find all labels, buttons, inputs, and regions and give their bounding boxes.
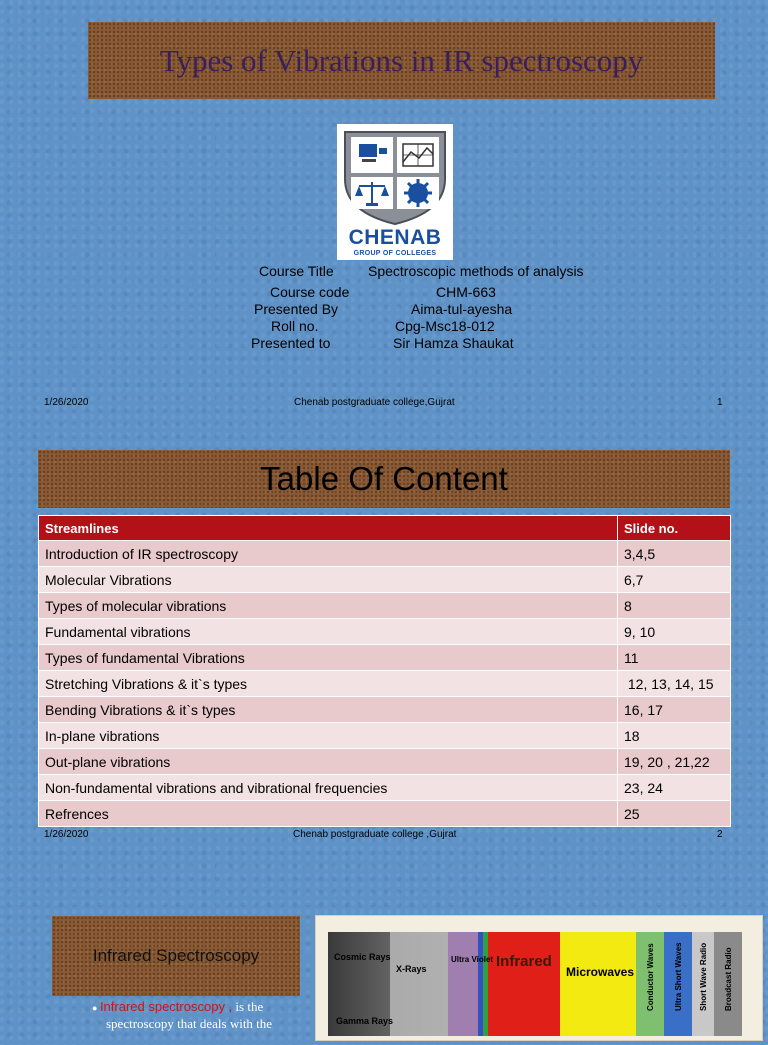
table-header-row <box>39 516 731 541</box>
table-cell: Molecular Vibrations <box>39 567 618 593</box>
logo-name: CHENAB <box>348 226 442 249</box>
table-row <box>39 593 731 619</box>
table-cell: 12, 13, 14, 15 <box>618 671 731 697</box>
bullet-text-line-2: spectroscopy that deals with the <box>106 1016 273 1031</box>
table-row <box>39 645 731 671</box>
table-row <box>39 697 731 723</box>
table-row <box>39 541 731 567</box>
presented-by-label: Presented By <box>254 301 339 317</box>
table-cell: Bending Vibrations & it`s types <box>39 697 618 723</box>
slide-2-title: Table Of Content <box>38 450 730 508</box>
table-cell: 8 <box>618 593 731 619</box>
table-cell: 11 <box>618 645 731 671</box>
table-cell: 16, 17 <box>618 697 731 723</box>
table-cell: Stretching Vibrations & it`s types <box>39 671 618 697</box>
spectrum-label-microwaves: Microwaves <box>566 965 635 979</box>
table-row <box>39 619 731 645</box>
slide-3-heading: Infrared Spectroscopy <box>52 916 300 996</box>
table-of-content <box>38 515 731 827</box>
slide-2-footer-center: Chenab postgraduate college ,Gujrat <box>293 829 457 840</box>
table-cell: Out-plane vibrations <box>39 749 618 775</box>
shield-icon <box>337 124 453 226</box>
spectrum-icon <box>316 916 762 1040</box>
table-cell: 6,7 <box>618 567 731 593</box>
table-row <box>39 567 731 593</box>
table-cell: 23, 24 <box>618 775 731 801</box>
slide-1 <box>0 0 768 425</box>
table-cell: Introduction of IR spectroscopy <box>39 541 618 567</box>
slide-1-footer-page: 1 <box>717 397 723 408</box>
table-cell: Fundamental vibrations <box>39 619 618 645</box>
roll-no-label: Roll no. <box>271 318 319 334</box>
em-spectrum-image <box>315 915 763 1041</box>
presented-to-label: Presented to <box>251 335 331 351</box>
slide-1-footer-center: Chenab postgraduate college,Gujrat <box>294 397 455 408</box>
bullet-text: is the <box>232 999 264 1014</box>
spectrum-label-broadcast: Broadcast Radio <box>724 947 733 1011</box>
course-code-label: Course code <box>270 284 350 300</box>
roll-no-value: Cpg-Msc18-012 <box>395 318 495 334</box>
table-row <box>39 801 731 827</box>
spectrum-label-ultraviolet: Ultra Violet <box>451 955 494 964</box>
table-cell: 19, 20 , 21,22 <box>618 749 731 775</box>
table-cell: 3,4,5 <box>618 541 731 567</box>
spectrum-label-shortwave: Short Wave Radio <box>699 942 708 1011</box>
bullet-dot-icon: ● <box>92 1003 100 1013</box>
spectrum-label-ultrashort: Ultra Short Waves <box>674 942 683 1011</box>
spectrum-label-cosmic: Cosmic Rays <box>334 952 391 962</box>
spectrum-label-xrays: X-Rays <box>396 964 427 974</box>
table-cell: In-plane vibrations <box>39 723 618 749</box>
table-cell: Types of fundamental Vibrations <box>39 645 618 671</box>
presented-to-value: Sir Hamza Shaukat <box>393 335 514 351</box>
course-title-value: Spectroscopic methods of analysis <box>368 263 584 279</box>
course-code-value: CHM-663 <box>436 284 496 300</box>
table-cell: 25 <box>618 801 731 827</box>
spectrum-label-gamma: Gamma Rays <box>336 1016 394 1026</box>
slide-1-title: Types of Vibrations in IR spectroscopy <box>88 22 715 99</box>
table-header-streamlines: Streamlines <box>39 516 618 541</box>
slide-2-footer-page: 2 <box>717 829 723 840</box>
table-cell: Non-fundamental vibrations and vibrational frequencies <box>39 775 618 801</box>
spectrum-label-infrared: Infrared <box>496 953 552 970</box>
bullet-point <box>92 999 263 1015</box>
slide-1-footer-date: 1/26/2020 <box>44 397 89 408</box>
spectrum-label-conductor: Conductor Waves <box>646 943 655 1011</box>
presented-by-value: Aima-tul-ayesha <box>411 301 513 317</box>
table-cell: Refrences <box>39 801 618 827</box>
logo-subtitle: GROUP OF COLLEGES <box>353 250 437 257</box>
table-header-slide-no: Slide no. <box>618 516 731 541</box>
table-cell: 9, 10 <box>618 619 731 645</box>
table-cell: Types of molecular vibrations <box>39 593 618 619</box>
table-cell: 18 <box>618 723 731 749</box>
chenab-logo <box>337 124 453 260</box>
course-title-label: Course Title <box>259 263 334 279</box>
table-row <box>39 723 731 749</box>
table-row <box>39 775 731 801</box>
slide-2-footer-date: 1/26/2020 <box>44 829 89 840</box>
table-row <box>39 749 731 775</box>
table-row <box>39 671 731 697</box>
bullet-term: Infrared spectroscopy , <box>99 999 233 1014</box>
